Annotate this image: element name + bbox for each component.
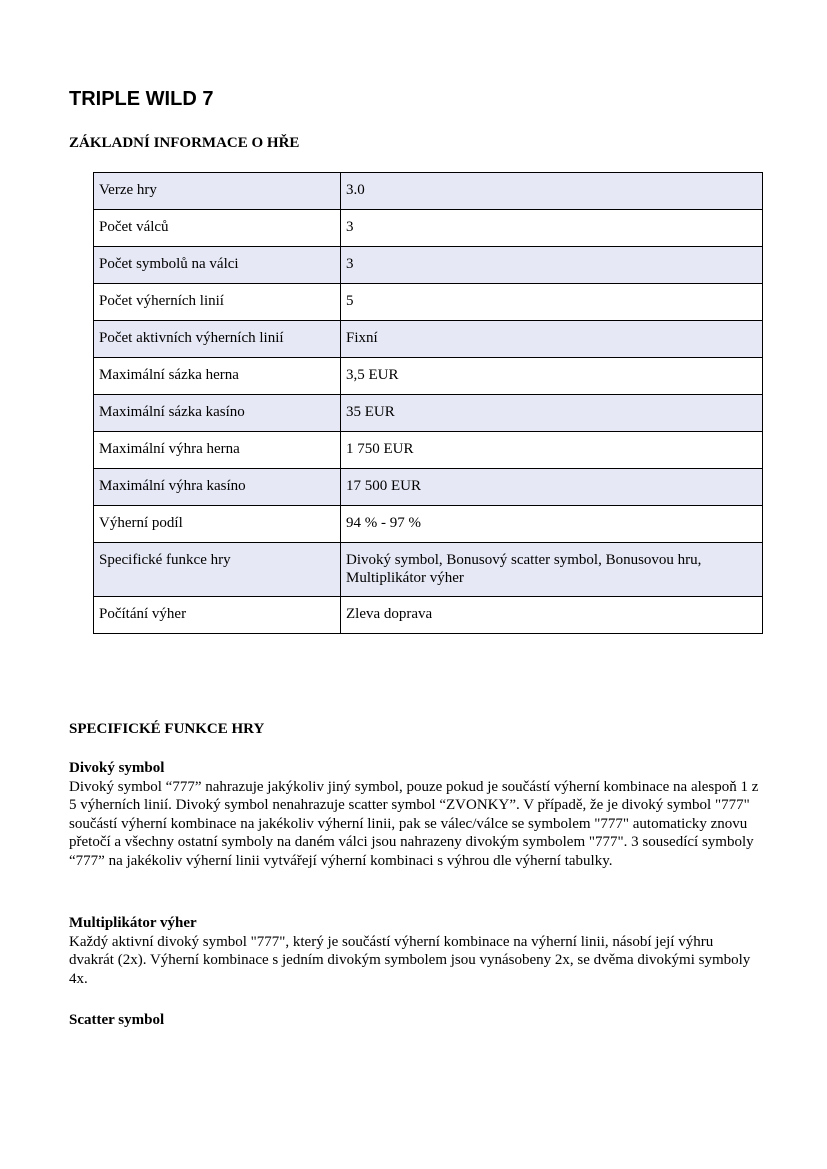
row-label: Počet symbolů na válci (94, 247, 341, 284)
section-scatter (69, 1011, 759, 1030)
features-heading: SPECIFICKÉ FUNKCE HRY (69, 721, 265, 737)
table-row (94, 210, 763, 247)
row-value: Zleva doprava (341, 597, 763, 634)
table-row (94, 395, 763, 432)
table-row (94, 506, 763, 543)
row-label: Počet aktivních výherních linií (94, 321, 341, 358)
row-label: Maximální sázka herna (94, 358, 341, 395)
table-row (94, 597, 763, 634)
row-label: Počet výherních linií (94, 284, 341, 321)
table-row (94, 543, 763, 597)
game-info-table (93, 172, 763, 634)
row-value: 3.0 (341, 173, 763, 210)
table-row (94, 173, 763, 210)
row-label: Maximální výhra kasíno (94, 469, 341, 506)
table-row (94, 469, 763, 506)
row-value: 3 (341, 210, 763, 247)
basic-info-heading: ZÁKLADNÍ INFORMACE O HŘE (69, 135, 300, 151)
row-value: 3,5 EUR (341, 358, 763, 395)
document-title: TRIPLE WILD 7 (69, 88, 214, 110)
row-label: Verze hry (94, 173, 341, 210)
section-title: Multiplikátor výher (69, 915, 197, 931)
row-label: Maximální výhra herna (94, 432, 341, 469)
row-label: Počítání výher (94, 597, 341, 634)
table-row (94, 247, 763, 284)
row-value: 17 500 EUR (341, 469, 763, 506)
row-label: Specifické funkce hry (94, 543, 341, 597)
table-row (94, 321, 763, 358)
row-value: 94 % - 97 % (341, 506, 763, 543)
section-multiplier (69, 914, 759, 988)
table-row (94, 358, 763, 395)
section-text: Divoký symbol “777” nahrazuje jakýkoliv jiný symbol, pouze pokud je součástí výherní kombinace na alespoň 1 z 5 výherních linií. Divoký symbol nenahrazuje scatter symbol “ZVONKY”. V případě, že je divoký symbol "777" součástí výherní kombinace na jakékoliv výherní linii, pak se válec/válce se symbolem "777" automaticky znovu přetočí a všechny ostatní symboly na daném válci jsou nahrazeny divokým symbolem "777". 3 sousedící symboly “777” na jakékoliv výherní linii vytvářejí výherní kombinaci s výhrou dle výherní tabulky. (69, 778, 759, 869)
row-value: Fixní (341, 321, 763, 358)
section-title: Divoký symbol (69, 760, 165, 776)
row-value: 5 (341, 284, 763, 321)
row-label: Maximální sázka kasíno (94, 395, 341, 432)
row-label: Výherní podíl (94, 506, 341, 543)
row-value: 1 750 EUR (341, 432, 763, 469)
row-value: 3 (341, 247, 763, 284)
table-row (94, 284, 763, 321)
row-value: Divoký symbol, Bonusový scatter symbol, Bonusovou hru, Multiplikátor výher (341, 543, 763, 597)
row-label: Počet válců (94, 210, 341, 247)
table-row (94, 432, 763, 469)
section-text: Každý aktivní divoký symbol "777", který je součástí výherní kombinace na výherní linii, násobí její výhru dvakrát (2x). Výherní kombinace s jedním divokým symbolem jsou vynásobeny 2x, se dvěma divokými symboly 4x. (69, 933, 751, 987)
section-title: Scatter symbol (69, 1012, 165, 1028)
section-wild-symbol (69, 759, 759, 870)
row-value: 35 EUR (341, 395, 763, 432)
